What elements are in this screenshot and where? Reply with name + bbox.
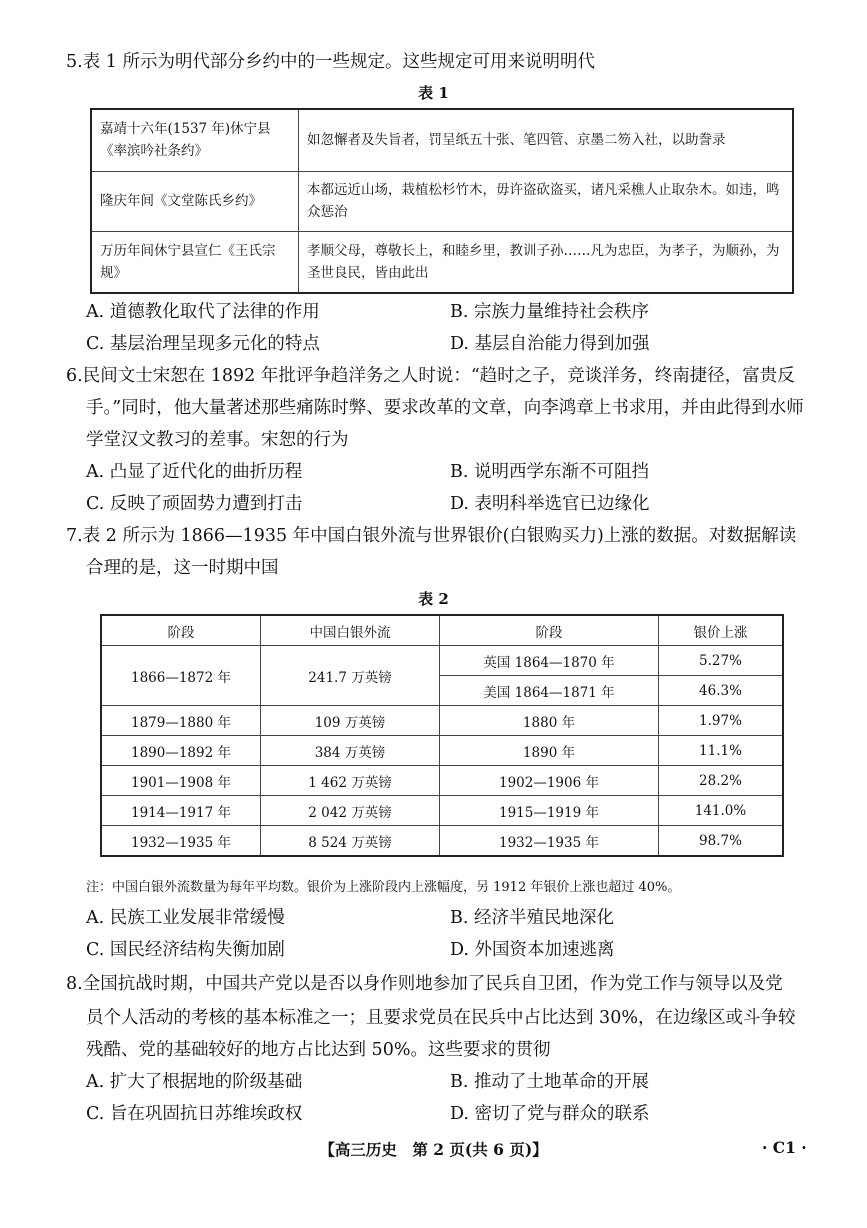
column-header: 中国白银外流 bbox=[261, 615, 440, 646]
table-cell: 11.1% bbox=[659, 736, 784, 766]
table-cell: 8 524 万英镑 bbox=[261, 826, 440, 857]
table-cell: 98.7% bbox=[659, 826, 784, 857]
q5-option-c[interactable]: C. 基层治理呈现多元化的特点 bbox=[86, 334, 320, 354]
q6-stem-line-1: 6.民间文士宋恕在 1892 年批评争趋洋务之人时说：“趋时之子，竞谈洋务，终南捷径，富贵反 bbox=[66, 366, 795, 386]
table-cell: 1932—1935 年 bbox=[440, 826, 659, 857]
table-header-row bbox=[101, 615, 783, 646]
table-2 bbox=[100, 614, 784, 857]
table-row bbox=[91, 231, 793, 293]
table-cell: 隆庆年间《文堂陈氏乡约》 bbox=[91, 171, 299, 231]
table-1 bbox=[90, 108, 794, 294]
table-row bbox=[101, 796, 783, 826]
column-header: 银价上涨 bbox=[659, 615, 784, 646]
table2-caption: 表 2 bbox=[418, 590, 449, 608]
q6-option-d[interactable]: D. 表明科举选官已边缘化 bbox=[450, 494, 650, 514]
q7-stem-line-2: 合理的是，这一时期中国 bbox=[86, 558, 279, 578]
q8-option-c[interactable]: C. 旨在巩固抗日苏维埃政权 bbox=[86, 1104, 303, 1124]
q5-option-d[interactable]: D. 基层自治能力得到加强 bbox=[450, 334, 650, 354]
table1-caption: 表 1 bbox=[418, 84, 449, 102]
table-cell: 28.2% bbox=[659, 766, 784, 796]
table-row bbox=[101, 646, 783, 676]
table-row bbox=[101, 826, 783, 857]
q8-option-d[interactable]: D. 密切了党与群众的联系 bbox=[450, 1104, 650, 1124]
table-cell: 109 万英镑 bbox=[261, 706, 440, 736]
table-cell: 1879—1880 年 bbox=[101, 706, 261, 736]
q8-option-b[interactable]: B. 推动了土地革命的开展 bbox=[450, 1072, 649, 1092]
table-row bbox=[101, 766, 783, 796]
q5-stem: 5.表 1 所示为明代部分乡约中的一些规定。这些规定可用来说明明代 bbox=[66, 52, 595, 72]
table2-note: 注：中国白银外流数量为每年平均数。银价为上涨阶段内上涨幅度，另 1912 年银价上涨也超过 40%。 bbox=[86, 880, 681, 895]
q5-option-b[interactable]: B. 宗族力量维持社会秩序 bbox=[450, 302, 649, 322]
table-cell: 1880 年 bbox=[440, 706, 659, 736]
table-cell: 1866—1872 年 bbox=[101, 646, 261, 706]
table-cell: 2 042 万英镑 bbox=[261, 796, 440, 826]
q8-stem-line-3: 残酷、党的基础较好的地方占比达到 50%。这些要求的贯彻 bbox=[86, 1040, 551, 1060]
table-cell: 英国 1864—1870 年 bbox=[440, 646, 659, 676]
table-cell: 万历年间休宁县宣仁《王氏宗规》 bbox=[91, 231, 299, 293]
table-cell: 384 万英镑 bbox=[261, 736, 440, 766]
table-cell: 如忽懈者及失旨者，罚呈纸五十张、笔四管、京墨二笏入社，以助誊录 bbox=[299, 109, 794, 171]
table-cell: 1901—1908 年 bbox=[101, 766, 261, 796]
table-cell: 241.7 万英镑 bbox=[261, 646, 440, 706]
q6-option-c[interactable]: C. 反映了顽固势力遭到打击 bbox=[86, 494, 303, 514]
column-header: 阶段 bbox=[101, 615, 261, 646]
table-cell: 1890 年 bbox=[440, 736, 659, 766]
table-row bbox=[91, 109, 793, 171]
q6-option-a[interactable]: A. 凸显了近代化的曲折历程 bbox=[86, 462, 303, 482]
q6-option-b[interactable]: B. 说明西学东渐不可阻挡 bbox=[450, 462, 649, 482]
q7-option-d[interactable]: D. 外国资本加速逃离 bbox=[450, 940, 615, 960]
q7-option-c[interactable]: C. 国民经济结构失衡加剧 bbox=[86, 940, 285, 960]
table-cell: 1 462 万英镑 bbox=[261, 766, 440, 796]
q8-option-a[interactable]: A. 扩大了根据地的阶级基础 bbox=[86, 1072, 303, 1092]
page-footer: 【高三历史 第 2 页(共 6 页)】 bbox=[319, 1140, 548, 1159]
q6-stem-line-2: 手。”同时，他大量著述那些痛陈时弊、要求改革的文章，向李鸿章上书求用，并由此得到水师 bbox=[86, 398, 804, 418]
table-cell: 嘉靖十六年(1537 年)休宁县《率滨吟社条约》 bbox=[91, 109, 299, 171]
table-cell: 46.3% bbox=[659, 676, 784, 706]
q6-stem-line-3: 学堂汉文教习的差事。宋恕的行为 bbox=[86, 430, 349, 450]
column-header: 阶段 bbox=[440, 615, 659, 646]
table-cell: 141.0% bbox=[659, 796, 784, 826]
table-cell: 孝顺父母，尊敬长上，和睦乡里，教训子孙……凡为忠臣，为孝子，为顺孙，为圣世良民，皆由此出 bbox=[299, 231, 794, 293]
table-cell: 1902—1906 年 bbox=[440, 766, 659, 796]
q8-stem-line-1: 8.全国抗战时期，中国共产党以是否以身作则地参加了民兵自卫团，作为党工作与领导以及党 bbox=[66, 974, 783, 994]
table-cell: 美国 1864—1871 年 bbox=[440, 676, 659, 706]
table-row bbox=[101, 736, 783, 766]
q5-option-a[interactable]: A. 道德教化取代了法律的作用 bbox=[86, 302, 320, 322]
table-cell: 1890—1892 年 bbox=[101, 736, 261, 766]
table-cell: 1914—1917 年 bbox=[101, 796, 261, 826]
table-cell: 1932—1935 年 bbox=[101, 826, 261, 857]
table-row bbox=[91, 171, 793, 231]
q7-option-b[interactable]: B. 经济半殖民地深化 bbox=[450, 908, 614, 928]
table-row bbox=[101, 706, 783, 736]
q7-stem-line-1: 7.表 2 所示为 1866—1935 年中国白银外流与世界银价(白银购买力)上涨的数据。对数据解读 bbox=[66, 526, 797, 546]
table-cell: 本都远近山场，栽植松杉竹木，毋许盗砍盗买，诸凡采樵人止取杂木。如违，鸣众惩治 bbox=[299, 171, 794, 231]
q8-stem-line-2: 员个人活动的考核的基本标准之一；且要求党员在民兵中占比达到 30%，在边缘区或斗争较 bbox=[86, 1008, 796, 1028]
q7-option-a[interactable]: A. 民族工业发展非常缓慢 bbox=[86, 908, 285, 928]
table-cell: 5.27% bbox=[659, 646, 784, 676]
table-cell: 1.97% bbox=[659, 706, 784, 736]
version-mark: · C1 · bbox=[762, 1138, 807, 1157]
table-cell: 1915—1919 年 bbox=[440, 796, 659, 826]
